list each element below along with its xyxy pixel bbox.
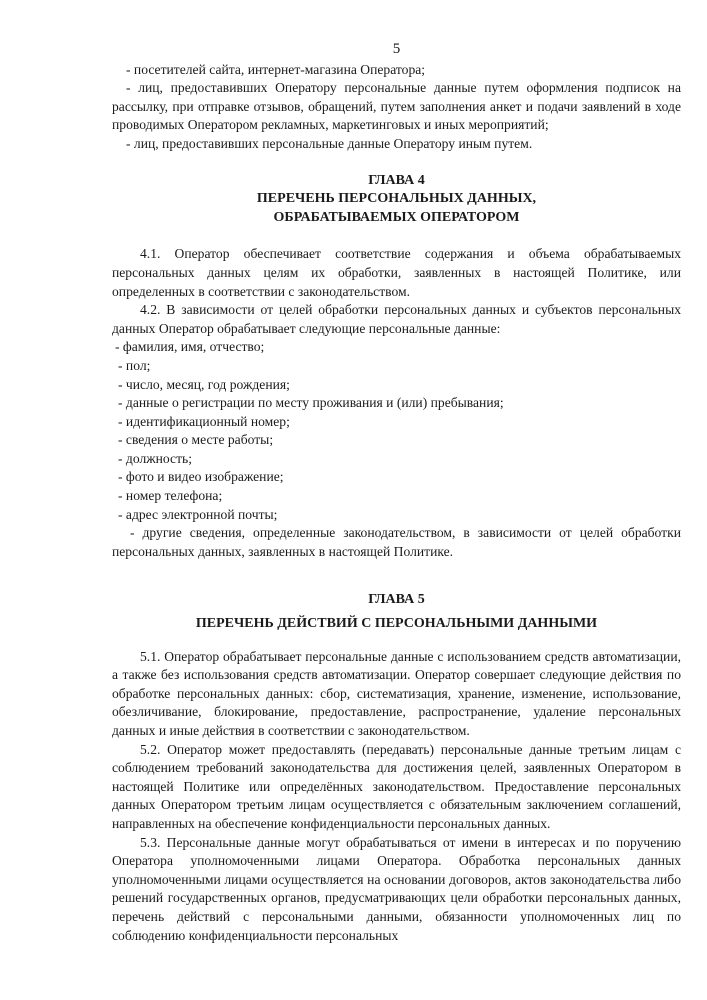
list-item: - данные о регистрации по месту проживания и (или) пребывания; (118, 395, 504, 411)
list-item: - идентификационный номер; (118, 413, 290, 429)
intro-item-subscribers: - лиц, предоставивших Оператору персональные данные путем оформления подписок на рассылку, при отправке отзывов, обращений, путем заполнения анкет и подачи заявлений в ходе проводимых Оператором рекламных, маркетинговых и иных мероприятий; (112, 80, 681, 133)
paragraph-4-1: 4.1. Оператор обеспечивает соответствие содержания и объема обрабатываемых персональных данных целям их обработки, заявленных в настоящей Политике, или определенных в соответствии с законодательством. (112, 246, 681, 299)
chapter-4-title-line-1: ПЕРЕЧЕНЬ ПЕРСОНАЛЬНЫХ ДАННЫХ, (256, 191, 537, 207)
intro-item-visitors: - посетителей сайта, интернет-магазина Оператора; (126, 61, 426, 77)
personal-data-list (112, 338, 681, 524)
list-item: - число, месяц, год рождения; (118, 376, 290, 392)
chapter-5-heading: ГЛАВА 5 (368, 592, 425, 608)
list-item-other-data: - другие сведения, определенные законодательством, в зависимости от целей обработки персональных данных, заявленных в настоящей Политике. (112, 525, 681, 559)
list-item: - должность; (118, 450, 192, 466)
paragraph-5-2: 5.2. Оператор может предоставлять (передавать) персональные данные третьим лицам с соблюдением требований законодательства для достижения целей, заявленных Оператором в настоящей Политике или определённых законодательством. Предоставление персональных данных Оператором третьим лицам осуществляется с обязательным заключением соглашений, направленных на обеспечение конфиденциальности персональных данных. (112, 741, 681, 831)
paragraph-5-1: 5.1. Оператор обрабатывает персональные данные с использованием средств автоматизации, а также без использования средств автоматизации. Оператор совершает следующие действия по обработке персональных данных: сбор, систематизация, хранение, изменение, использование, обезличивание, блокирование, предоставление, распространение, удаление персональных данных и иные действия в соответствии с законодательством. (112, 648, 681, 738)
list-item: - фамилия, имя, отчество; (115, 339, 265, 355)
chapter-4-title-line-2: ОБРАБАТЫВАЕМЫХ ОПЕРАТОРОМ (273, 209, 520, 225)
list-item: - адрес электронной почты; (118, 506, 278, 522)
list-item: - пол; (118, 357, 151, 373)
chapter-5-title: ПЕРЕЧЕНЬ ДЕЙСТВИЙ С ПЕРСОНАЛЬНЫМИ ДАННЫМИ (195, 616, 598, 632)
list-item: - фото и видео изображение; (118, 469, 284, 485)
list-item: - номер телефона; (118, 488, 223, 504)
page-number: 5 (392, 41, 401, 57)
chapter-4-heading-block (112, 172, 681, 228)
paragraph-5-3: 5.3. Персональные данные могут обрабатываться от имени в интересах и по поручению Оператора уполномоченными лицами Оператора. Обработка персональных данных уполномоченными лицами осуществляется на основании договоров, актов законодательства либо решений государственных органов, предусматривающих цели обработки персональных данных, перечень действий с персональными данными, обязанности уполномоченных лиц по соблюдению конфиденциальности персональных (112, 834, 681, 943)
paragraph-4-2: 4.2. В зависимости от целей обработки персональных данных и субъектов персональных данных Оператор обрабатывает следующие персональные данные: (112, 302, 681, 336)
intro-list (112, 61, 681, 154)
list-item: - сведения о месте работы; (118, 432, 274, 448)
chapter-5-heading-block (112, 591, 681, 633)
intro-item-other: - лиц, предоставивших персональные данные Оператору иным путем. (126, 135, 533, 151)
chapter-4-heading: ГЛАВА 4 (368, 172, 425, 188)
